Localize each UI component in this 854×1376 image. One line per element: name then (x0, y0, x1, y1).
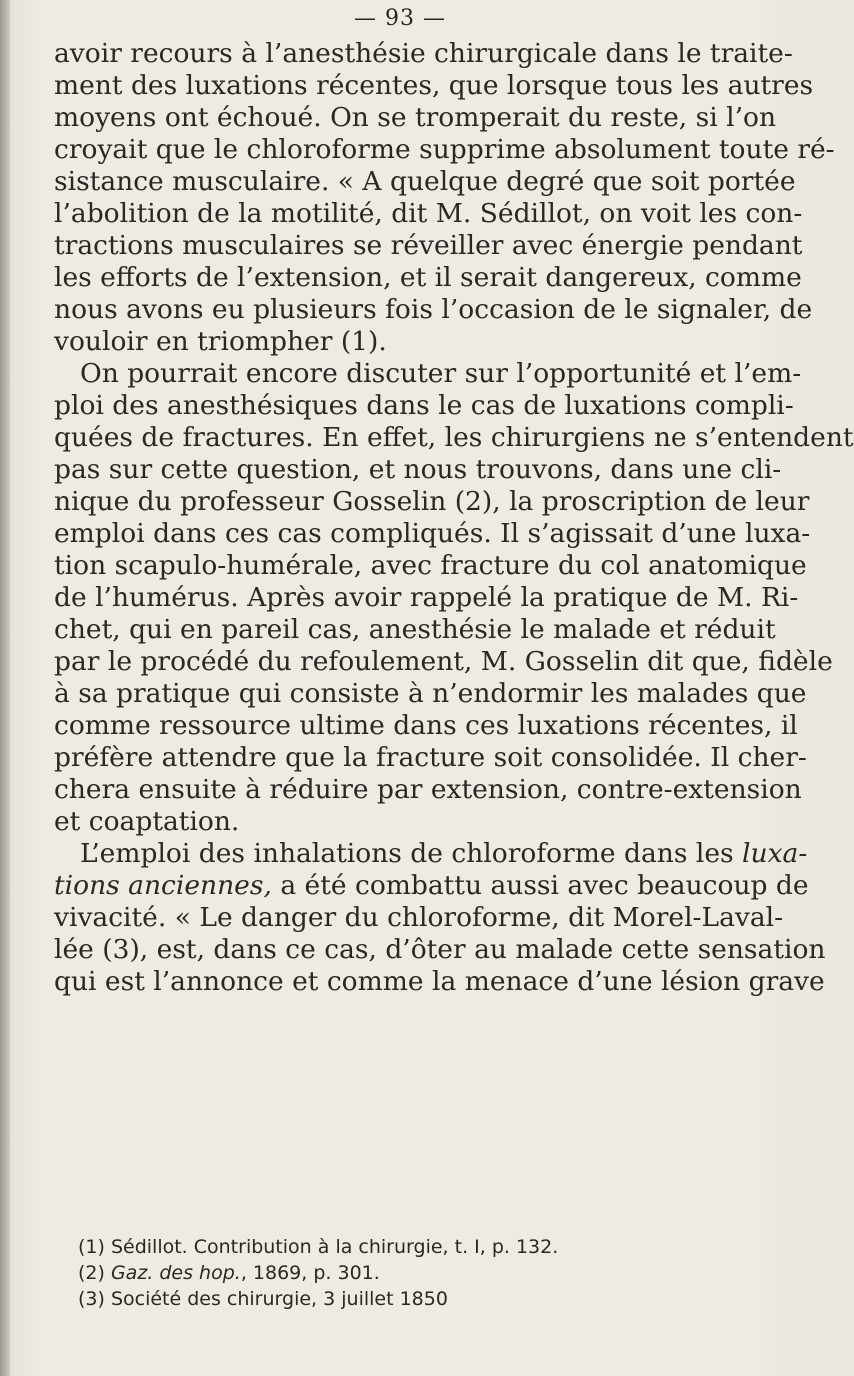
text-line: de l’humérus. Après avoir rappelé la pratique de M. Ri- (54, 582, 799, 613)
text-line: l’abolition de la motilité, dit M. Sédillot, on voit les con- (54, 198, 803, 229)
text-line: vouloir en triompher (1). (54, 326, 387, 357)
text-segment: a été combattu aussi avec beaucoup de (280, 870, 809, 901)
footnote: (3) Société des chirurgie, 3 juillet 1850 (78, 1288, 448, 1310)
text-line: On pourrait encore discuter sur l’opportunité et l’em- (80, 358, 802, 389)
text-line: à sa pratique qui consiste à n’endormir les malades que (54, 678, 807, 709)
text-line: pas sur cette question, et nous trouvons, dans une cli- (54, 454, 782, 485)
text-line: lée (3), est, dans ce cas, d’ôter au malade cette sensation (54, 934, 826, 965)
text-line: emploi dans ces cas compliqués. Il s’agissait d’une luxa- (54, 518, 811, 549)
footnote: (1) Sédillot. Contribution à la chirurgie, t. I, p. 132. (78, 1236, 559, 1258)
text-line: nous avons eu plusieurs fois l’occasion de le signaler, de (54, 294, 813, 325)
text-line: qui est l’annonce et comme la menace d’une lésion grave (54, 966, 825, 997)
footnote-journal: Gaz. des hop. (110, 1262, 241, 1284)
footnote-citation: , 1869, p. 301. (240, 1262, 380, 1284)
page-number: — 93 — (354, 6, 446, 31)
text-line: avoir recours à l’anesthésie chirurgicale dans le traite- (54, 38, 793, 69)
text-line: ment des luxations récentes, que lorsque tous les autres (54, 70, 814, 101)
text-line: quées de fractures. En effet, les chirurgiens ne s’entendent (54, 422, 854, 453)
text-line: moyens ont échoué. On se tromperait du reste, si l’on (54, 102, 777, 133)
text-line: les efforts de l’extension, et il serait dangereux, comme (54, 262, 802, 293)
body-text (54, 38, 854, 998)
footnote-marker: (2) (78, 1262, 111, 1284)
text-line: comme ressource ultime dans ces luxations récentes, il (54, 710, 798, 741)
footnotes (78, 1234, 768, 1312)
text-line: chet, qui en pareil cas, anesthésie le malade et réduit (54, 614, 776, 645)
text-line-with-italic (54, 870, 809, 902)
text-line: ploi des anesthésiques dans le cas de luxations compli- (54, 390, 794, 421)
page-binding-edge (0, 0, 10, 1376)
italic-phrase: luxa- (742, 838, 808, 869)
footnote (78, 1260, 768, 1286)
text-line: et coaptation. (54, 806, 240, 837)
text-segment: L’emploi des inhalations de chloroforme dans les (80, 838, 734, 869)
italic-phrase: tions anciennes, (54, 870, 272, 901)
text-line: tion scapulo-humérale, avec fracture du col anatomique (54, 550, 807, 581)
text-line: tractions musculaires se réveiller avec énergie pendant (54, 230, 803, 261)
text-line: préfère attendre que la fracture soit consolidée. Il cher- (54, 742, 807, 773)
text-line: nique du professeur Gosselin (2), la proscription de leur (54, 486, 810, 517)
text-line-with-italic (54, 838, 808, 870)
text-line: sistance musculaire. « A quelque degré que soit portée (54, 166, 796, 197)
text-line: croyait que le chloroforme supprime absolument toute ré- (54, 134, 835, 165)
text-line: chera ensuite à réduire par extension, contre-extension (54, 774, 802, 805)
text-line: vivacité. « Le danger du chloroforme, dit Morel-Laval- (54, 902, 784, 933)
text-line: par le procédé du refoulement, M. Gosselin dit que, fidèle (54, 646, 833, 677)
